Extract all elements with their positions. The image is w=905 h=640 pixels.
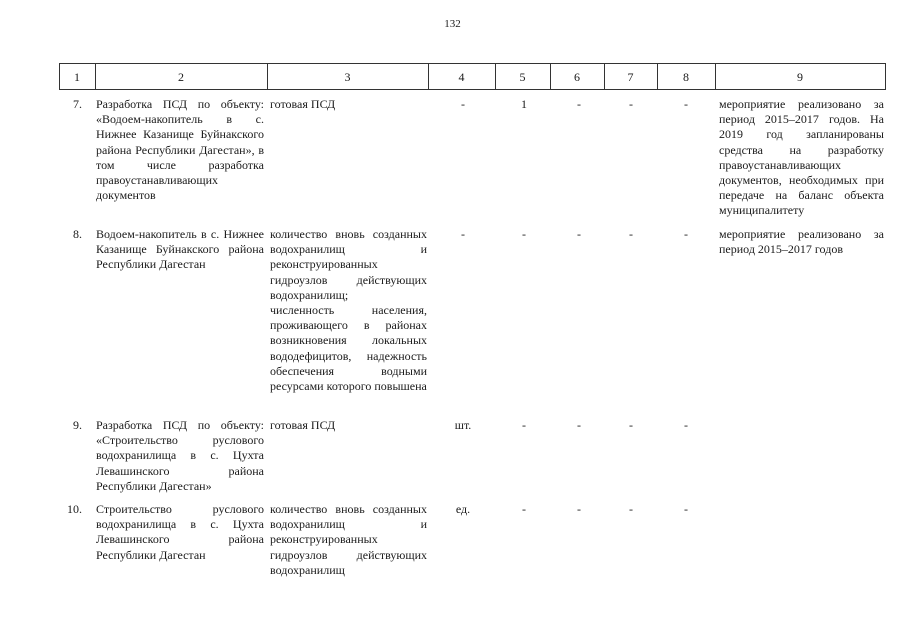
column-divider xyxy=(885,63,886,90)
header-col-6: 6 xyxy=(574,70,580,84)
value-col-8: - xyxy=(684,502,688,516)
header-col-1: 1 xyxy=(74,70,80,84)
unit: - xyxy=(461,97,465,111)
page-number: 132 xyxy=(444,18,461,30)
measure-name: Строительство руслового водохранилища в с. Цухта Левашинского района Республики Дагестан xyxy=(96,502,264,562)
value-col-6: - xyxy=(577,418,581,432)
table-header-bottom-rule xyxy=(59,89,885,90)
value-col-5: - xyxy=(522,502,526,516)
unit: - xyxy=(461,227,465,241)
value-col-6: - xyxy=(577,502,581,516)
note: мероприятие реализовано за период 2015–2017 годов. На 2019 год запланированы средства на разработку правоустанавливающих документов, необходимых при передаче на баланс объекта муниципалитету xyxy=(719,97,884,218)
measure-name: Разработка ПСД по объекту: «Строительство руслового водохранилища в с. Цухта Левашинского района Республики Дагестан» xyxy=(96,418,264,493)
value-col-8: - xyxy=(684,227,688,241)
row-number: 7. xyxy=(73,97,82,111)
value-col-8: - xyxy=(684,97,688,111)
value-col-7: - xyxy=(629,97,633,111)
indicator: количество вновь созданных водохранилищ и реконструированных гидроузлов действующих водохранилищ; численность населения, проживающего в районах возникновения локальных вододефицитов, надежность обеспечения водными ресурсами которого повышена xyxy=(270,227,427,394)
value-col-5: - xyxy=(522,227,526,241)
indicator: готовая ПСД xyxy=(270,97,336,111)
row-number: 10. xyxy=(67,502,82,516)
value-col-5: 1 xyxy=(521,97,527,111)
indicator: готовая ПСД xyxy=(270,418,336,432)
note: мероприятие реализовано за период 2015–2017 годов xyxy=(719,227,884,257)
header-col-9: 9 xyxy=(797,70,803,84)
value-col-8: - xyxy=(684,418,688,432)
table-header-top-rule xyxy=(59,63,885,64)
header-col-5: 5 xyxy=(519,70,526,84)
value-col-5: - xyxy=(522,418,526,432)
unit: ед. xyxy=(455,502,471,516)
header-col-2: 2 xyxy=(178,70,184,84)
value-col-6: - xyxy=(577,97,581,111)
value-col-7: - xyxy=(629,418,633,432)
measure-name: Водоем-накопитель в с. Нижнее Казанище Буйнакского района Республики Дагестан xyxy=(96,227,264,272)
header-col-8: 8 xyxy=(683,70,689,84)
header-col-4: 4 xyxy=(458,70,465,84)
header-col-7: 7 xyxy=(627,70,634,84)
header-col-3: 3 xyxy=(344,70,351,84)
value-col-6: - xyxy=(577,227,581,241)
unit: шт. xyxy=(454,418,472,432)
row-number: 9. xyxy=(73,418,82,432)
value-col-7: - xyxy=(629,502,633,516)
value-col-7: - xyxy=(629,227,633,241)
indicator: количество вновь созданных водохранилищ и реконструированных гидроузлов действующих водохранилищ xyxy=(270,502,427,577)
row-number: 8. xyxy=(73,227,82,241)
measure-name: Разработка ПСД по объекту: «Водоем-накопитель в с. Нижнее Казанище Буйнакского района Республики Дагестан», в том числе разработка правоустанавливающих документов xyxy=(96,97,264,203)
